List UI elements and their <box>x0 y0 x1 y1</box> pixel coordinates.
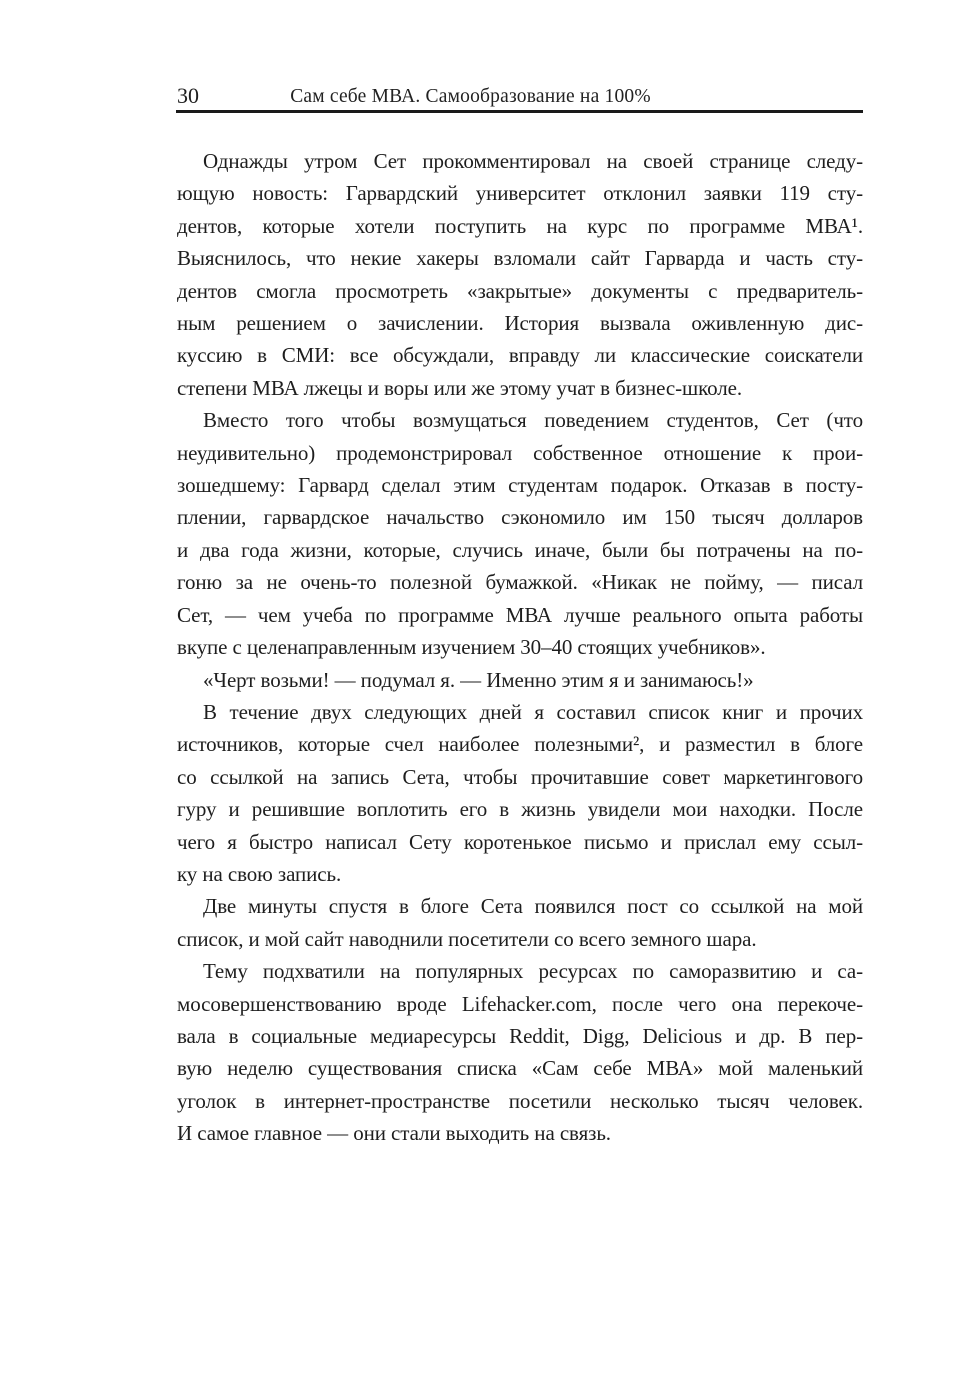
text-line: ным решением о зачислении. История вызвала оживленную дис- <box>177 311 863 336</box>
text-line: «Черт возьми! — подумал я. — Именно этим я и занимаюсь!» <box>203 667 754 692</box>
text-line: Сет, — чем учеба по программе МВА лучше реального опыта работы <box>177 602 863 627</box>
text-line: список, и мой сайт наводнили посетители со всего земного шара. <box>177 926 757 951</box>
text-line: Выяснилось, что некие хакеры взломали сайт Гарварда и часть сту- <box>177 246 863 271</box>
text-line: дентов смогла просмотреть «закрытые» документы с предваритель- <box>177 278 863 303</box>
text-line: Однажды утром Сет прокомментировал на своей странице следу- <box>203 149 863 173</box>
text-line: неудивительно) продемонстрировал собственное отношение к прои- <box>177 440 863 465</box>
paragraph <box>177 404 863 663</box>
text-line: вкупе с целенаправленным изучением 30–40 стоящих учебников». <box>177 635 766 660</box>
paragraph <box>177 664 863 696</box>
header-rule <box>176 110 863 113</box>
text-line: дентов, которые хотели поступить на курс по программе МВА¹. <box>177 213 863 238</box>
paragraph <box>177 696 863 890</box>
text-line: вала в социальные медиаресурсы Reddit, Digg, Delicious и др. В пер- <box>177 1023 863 1048</box>
text-line: гуру и решившие воплотить его в жизнь увидели мои находки. После <box>177 797 863 822</box>
paragraph <box>177 955 863 1149</box>
text-line: источников, которые счел наиболее полезными², и разместил в блоге <box>177 732 863 757</box>
text-line: ющую новость: Гарвардский университет отклонил заявки 119 сту- <box>177 181 863 206</box>
text-line: чего я быстро написал Сету коротенькое письмо и прислал ему ссыл- <box>177 829 863 854</box>
text-line: зошедшему: Гарвард сделал этим студентам подарок. Отказав в посту- <box>177 473 863 498</box>
running-head <box>177 84 863 110</box>
text-line: со ссылкой на запись Сета, чтобы прочитавшие совет маркетингового <box>177 764 863 789</box>
text-body <box>177 145 863 1150</box>
text-line: степени МВА лжецы и воры или же этому учат в бизнес-школе. <box>177 375 743 400</box>
running-title: Сам себе МВА. Самообразование на 100% <box>290 86 651 107</box>
text-line: Две минуты спустя в блоге Сета появился пост со ссылкой на мой <box>203 894 863 919</box>
text-line: ку на свою запись. <box>177 861 342 886</box>
text-line: плении, гарвардское начальство сэкономило им 150 тысяч долларов <box>177 505 863 530</box>
page-number: 30 <box>177 83 199 108</box>
text-line: В течение двух следующих дней я составил список книг и прочих <box>203 699 863 724</box>
text-line: и два года жизни, которые, случись иначе, были бы потрачены на по- <box>177 537 863 562</box>
text-line: гоню за не очень-то полезной бумажкой. «Никак не пойму, — писал <box>177 570 863 595</box>
paragraph <box>177 145 863 404</box>
text-line: уголок в интернет-пространстве посетили несколько тысяч человек. <box>177 1088 863 1113</box>
text-line: Вместо того чтобы возмущаться поведением студентов, Сет (что <box>203 408 863 433</box>
text-line: куссию в СМИ: все обсуждали, вправду ли классические соискатели <box>177 343 863 368</box>
text-line: мосовершенствованию вроде Lifehacker.com, после чего она перекоче- <box>177 991 863 1016</box>
text-line: Тему подхватили на популярных ресурсах по саморазвитию и са- <box>203 959 863 984</box>
text-line: И самое главное — они стали выходить на связь. <box>177 1121 611 1146</box>
text-line: вую неделю существования списка «Сам себе МВА» мой маленький <box>177 1056 863 1081</box>
paragraph <box>177 890 863 955</box>
